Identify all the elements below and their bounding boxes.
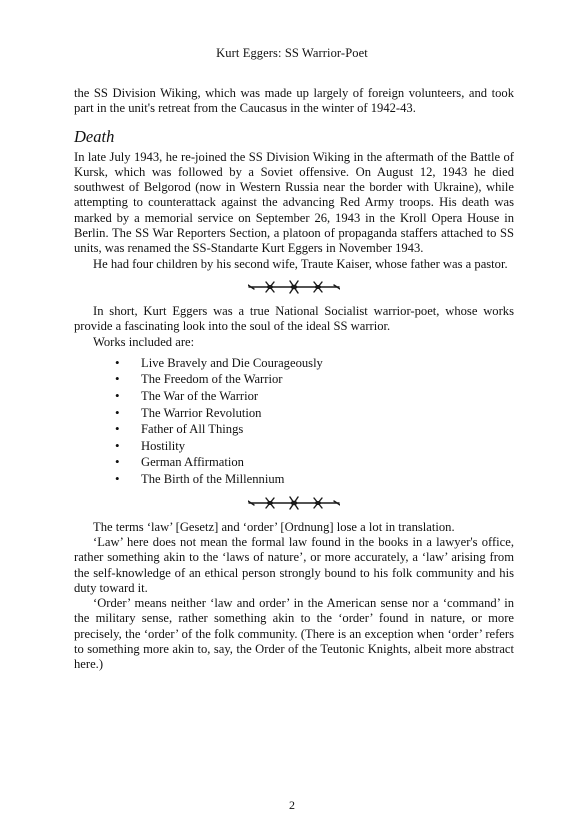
list-item: • The War of the Warrior [115, 388, 514, 405]
barbed-wire-ornament-icon [248, 280, 340, 294]
intro-paragraph: the SS Division Wiking, which was made up largely of foreign volunteers, and took part in the unit's retreat from the Caucasus in the winter of 1942-43. [74, 86, 514, 116]
list-item: • The Freedom of the Warrior [115, 371, 514, 388]
list-item: • Father of All Things [115, 421, 514, 438]
terms-paragraph-1: The terms ‘law’ [Gesetz] and ‘order’ [Ordnung] lose a lot in translation. [93, 519, 455, 534]
works-intro: Works included are: [93, 334, 195, 349]
death-paragraph-2: He had four children by his second wife, Traute Kaiser, whose father was a pastor. [93, 256, 508, 271]
barbed-wire-ornament-icon [248, 496, 340, 510]
terms-paragraph-2: ‘Law’ here does not mean the formal law found in the books in a lawyer's office, rather something akin to the ‘laws of nature’, or more accurately, a ‘law’ arising from the self-knowledge of an ethical person strongly bound to his folk community and his duty toward it. [74, 534, 514, 595]
list-item: • The Warrior Revolution [115, 405, 514, 422]
list-item: • Hostility [115, 438, 514, 455]
page-body [74, 86, 514, 673]
section-heading-death: Death [74, 126, 115, 146]
running-header: Kurt Eggers: SS Warrior-Poet [216, 46, 368, 60]
terms-paragraph-3: ‘Order’ means neither ‘law and order’ in the American sense nor a ‘command’ in the military sense, rather something akin to the ‘order’ found in nature, or more precisely, the ‘order’ of the folk community. (There is an exception when ‘order’ refers to something more akin to, say, the Order of the Teutonic Knights, albeit more abstract here.) [74, 596, 514, 672]
summary-paragraph: In short, Kurt Eggers was a true National Socialist warrior-poet, whose works provide a fascinating look into the soul of the ideal SS warrior. [74, 303, 514, 334]
death-paragraph-1: In late July 1943, he re-joined the SS Division Wiking in the aftermath of the Battle of Kursk, which was followed by a Soviet offensive. On August 12, 1943 he died southwest of Belgorod (now in Western Russia near the border with Ukraine), while attempting to counterattack against the advancing Red Army troops. His death was marked by a memorial service on September 26, 1943 in the Kroll Opera House in Berlin. The SS War Reporters Section, a platoon of propaganda staffers attached to SS units, was renamed the SS-Standarte Kurt Eggers in November 1943. [74, 149, 514, 256]
page-number: 2 [289, 798, 295, 812]
section-divider-2 [74, 492, 514, 514]
section-divider-1 [74, 276, 514, 298]
list-item: • The Birth of the Millennium [115, 471, 514, 488]
list-item: • Live Bravely and Die Courageously [115, 355, 514, 372]
works-list [74, 355, 514, 488]
list-item: • German Affirmation [115, 454, 514, 471]
